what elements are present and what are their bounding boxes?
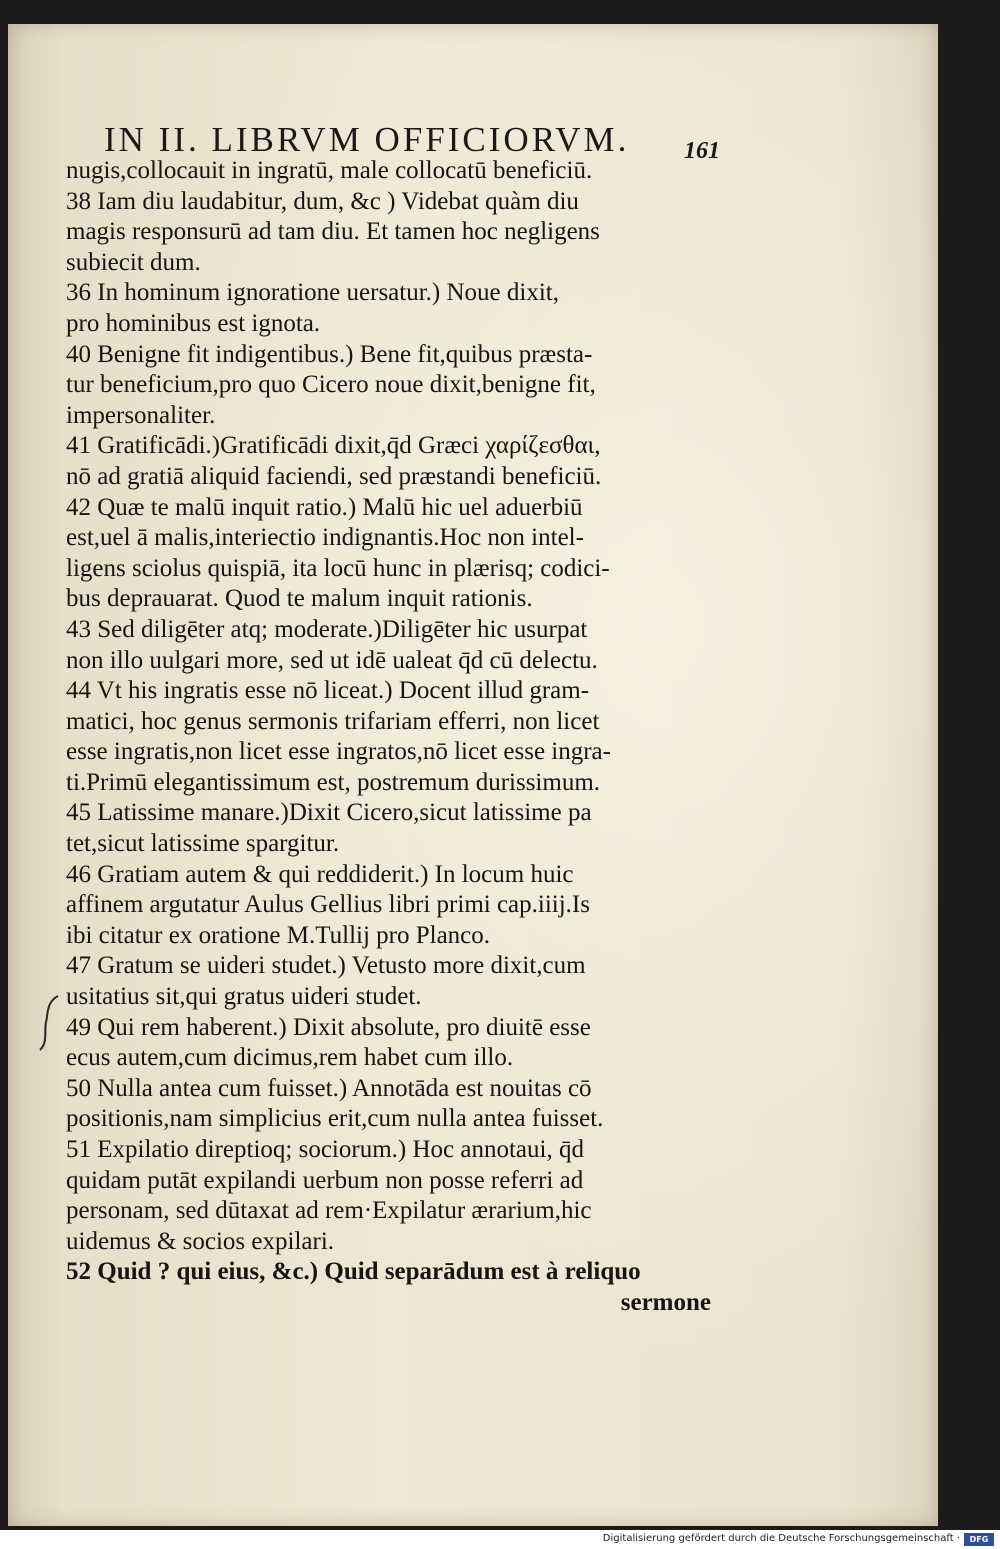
text-line: usitatius sit,qui gratus uideri studet. [66, 983, 422, 1011]
footer-bar [0, 1530, 1000, 1549]
text-line: bus deprauarat. Quod te malum inquit rationis. [66, 585, 533, 613]
text-line: positionis,nam simplicius erit,cum nulla antea fuisset. [66, 1105, 604, 1133]
text-line: esse ingratis,non licet esse ingratos,nō licet esse ingra- [66, 738, 611, 766]
book-page [8, 24, 938, 1526]
text-line: nō ad gratiā aliquid faciendi, sed præstandi beneficiū. [66, 462, 602, 490]
text-line: 46 Gratiam autem & qui reddiderit.) In locum huic [66, 860, 574, 888]
text-line: affinem argutatur Aulus Gellius libri primi cap.iiij.Is [66, 891, 590, 919]
text-line: uidemus & socios expilari. [66, 1227, 335, 1255]
running-header: IN II. LIBRVM OFFICIORVM. [104, 120, 630, 159]
text-line: 42 Quæ te malū inquit ratio.) Malū hic uel aduerbiū [66, 493, 583, 521]
text-line: quidam putāt expilandi uerbum non posse referri ad [66, 1166, 584, 1194]
text-line: tet,sicut latissime spargitur. [66, 830, 340, 858]
text-line: 36 In hominum ignoratione uersatur.) Noue dixit, [66, 279, 559, 307]
text-line: tur beneficium,pro quo Cicero noue dixit,benigne fit, [66, 371, 596, 399]
digitization-credit: Digitalisierung gefördert durch die Deutsche Forschungsgemeinschaft · [602, 1533, 960, 1544]
catchword: sermone [620, 1288, 711, 1316]
text-line: 43 Sed diligēter atq; moderate.)Diligēter hic usurpat [66, 615, 588, 643]
text-line: 49 Qui rem haberent.) Dixit absolute, pro diuitē esse [66, 1013, 591, 1041]
handwritten-bracket-mark [38, 992, 62, 1052]
text-line: 44 Vt his ingratis esse nō liceat.) Docent illud gram- [66, 677, 590, 705]
text-line: ecus autem,cum dicimus,rem habet cum illo. [66, 1044, 514, 1072]
text-line: 45 Latissime manare.)Dixit Cicero,sicut latissime pa [66, 799, 592, 827]
text-line: subiecit dum. [66, 248, 201, 276]
text-line: 52 Quid ? qui eius, &c.) Quid separādum est à reliquo [66, 1258, 641, 1286]
text-line: pro hominibus est ignota. [66, 309, 321, 337]
text-line: est,uel ā malis,interiectio indignantis.Hoc non intel- [66, 524, 584, 552]
text-line: nugis,collocauit in ingratū, male collocatū beneficiū. [66, 157, 593, 184]
commentary-text [66, 156, 711, 1319]
text-line: ti.Primū elegantissimum est, postremum durissimum. [66, 768, 601, 796]
text-line: ligens sciolus quispiā, ita locū hunc in plærisq; codici- [66, 554, 610, 582]
page-number: 161 [684, 138, 720, 164]
text-line: matici, hoc genus sermonis trifariam efferri, non licet [66, 707, 600, 735]
text-line: 50 Nulla antea cum fuisset.) Annotāda est nouitas cō [66, 1074, 592, 1102]
text-line: 47 Gratum se uideri studet.) Vetusto more dixit,cum [66, 952, 586, 980]
text-line: non illo uulgari more, sed ut idē ualeat q̄d cū delectu. [66, 646, 598, 674]
text-line: 40 Benigne fit indigentibus.) Bene fit,quibus præsta- [66, 340, 593, 368]
text-line: 41 Gratificādi.)Gratificādi dixit,q̄d Græci χαρίζεσθαι, [66, 432, 601, 460]
text-line: impersonaliter. [66, 401, 216, 429]
text-line: 38 Iam diu laudabitur, dum, &c ) Videbat quàm diu [66, 187, 579, 215]
text-line: magis responsurū ad tam diu. Et tamen hoc negligens [66, 218, 600, 246]
dfg-logo-icon: DFG [964, 1533, 994, 1546]
text-line: 51 Expilatio direptioq; sociorum.) Hoc annotaui, q̄d [66, 1136, 584, 1163]
text-line: personam, sed dūtaxat ad rem·Expilatur ærarium,hic [66, 1197, 592, 1225]
text-line: ibi citatur ex oratione M.Tullij pro Planco. [66, 921, 491, 949]
